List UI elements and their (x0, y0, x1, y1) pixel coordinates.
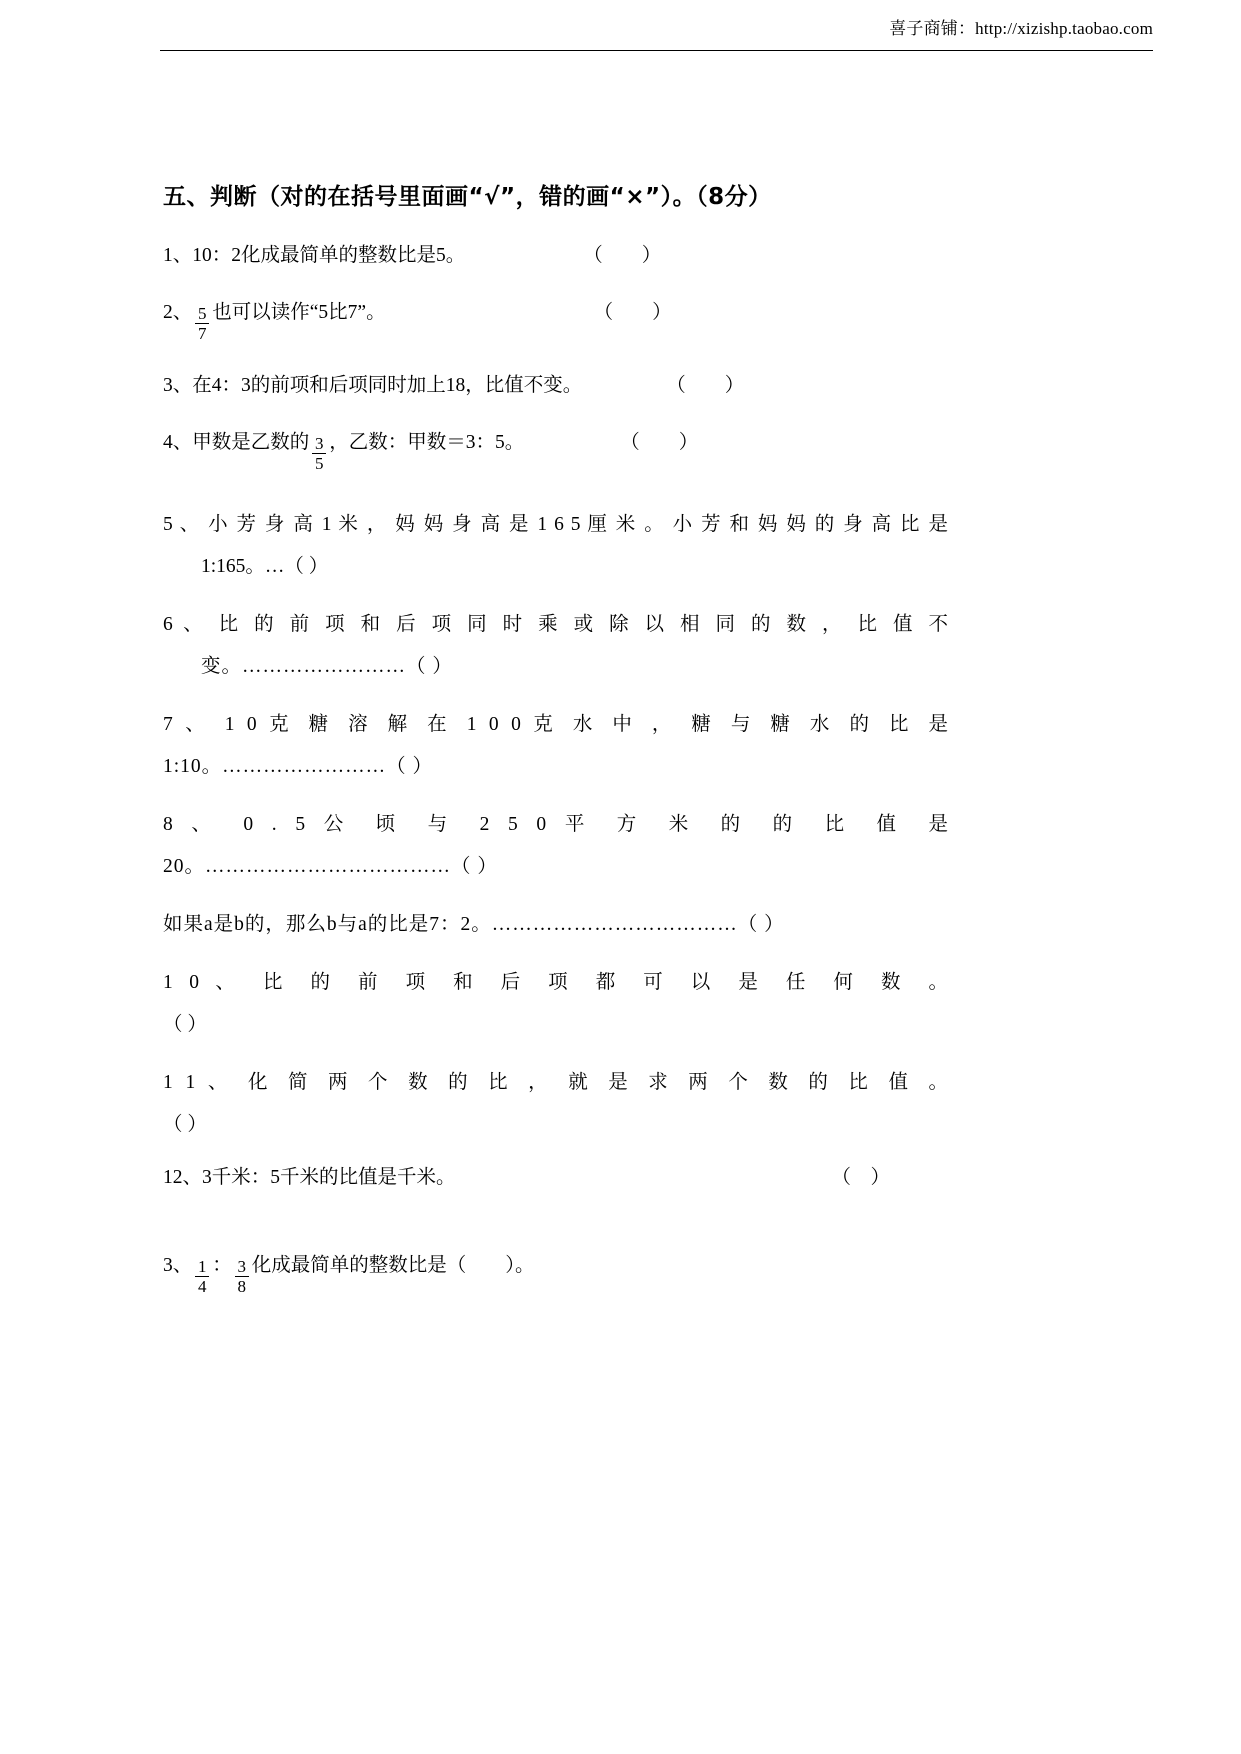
question-item-6 (163, 605, 953, 687)
question-12-answer-box[interactable]: （ ） (831, 1167, 891, 1189)
question-2-fraction (195, 305, 209, 342)
trailing-question-text[interactable]: 化成最简单的整数比是（ ）。 (251, 1255, 535, 1277)
question-item-2 (163, 298, 953, 344)
question-5-line-2[interactable]: 1:165。…（ ） (201, 556, 329, 578)
section-title: 五、判断（对的在括号里面画“√”，错的画“×”）。（8分） (163, 184, 772, 210)
question-6-line-1: 6 、 比 的 前 项 和 后 项 同 时 乘 或 除 以 相 同 的 数 ， 比 值 不 (163, 614, 948, 636)
question-1-answer-box[interactable]: （ ） (583, 245, 662, 266)
trailing-question-fraction-2 (235, 1258, 249, 1295)
question-5-line-1: 5 、 小 芳 身 高 1 米 ， 妈 妈 身 高 是 1 6 5 厘 米 。 小 芳 和 妈 妈 的 身 高 比 是 (163, 514, 948, 536)
question-11-line-1: 1 1 、 化 简 两 个 数 的 比 ， 就 是 求 两 个 数 的 比 值 。 (163, 1072, 948, 1094)
question-4-numerator: 3 (315, 434, 324, 454)
question-2-answer-box[interactable]: （ ） (593, 302, 672, 324)
trailing-question-number: 3、 (163, 1255, 193, 1277)
question-item-11 (163, 1063, 953, 1145)
question-12-number: 12、 (163, 1167, 203, 1189)
question-item-5 (163, 505, 953, 587)
question-item-10 (163, 963, 953, 1045)
question-8-line-1: 8 、 0 . 5 公 顷 与 2 5 0 平 方 米 的 的 比 值 是 (163, 814, 948, 836)
question-item-8 (163, 805, 953, 887)
question-4-denominator: 5 (315, 454, 324, 474)
trailing-fraction-1-denominator: 4 (198, 1277, 207, 1297)
question-3-text: 在4：3的前项和后项同时加上18，比值不变。 (192, 375, 583, 397)
question-4-text-before: 甲数是乙数的 (192, 432, 310, 454)
question-2-numerator: 5 (198, 304, 207, 324)
question-6-line-2[interactable]: 变。……………………（ ） (201, 656, 453, 678)
trailing-fraction-2-numerator: 3 (237, 1257, 247, 1277)
trailing-question-colon: ： (212, 1255, 232, 1277)
question-10-line-2[interactable]: （ ） (163, 1014, 207, 1036)
question-item-4 (163, 428, 953, 474)
shop-watermark-text: 喜子商铺：http://xizishp.taobao.com (889, 19, 1153, 38)
question-item-3 (163, 371, 953, 401)
trailing-fraction-1-numerator: 1 (198, 1257, 207, 1277)
question-2-number: 2、 (163, 302, 193, 324)
question-3-number: 3、 (163, 375, 193, 397)
question-4-fraction (312, 435, 326, 472)
question-3-answer-box[interactable]: （ ） (666, 375, 745, 397)
question-11-line-2[interactable]: （ ） (163, 1114, 207, 1136)
question-item-9[interactable]: 如果a是b的，那么b与a的比是7：2。………………………………（ ） (163, 914, 785, 936)
question-4-text-after: ，乙数：甲数＝3：5。 (329, 432, 525, 454)
question-1-text: 10：2化成最简单的整数比是5。 (192, 245, 466, 266)
page-header (0, 0, 1241, 54)
trailing-question-item-3 (163, 1251, 953, 1297)
question-2-text: 也可以读作“5比7”。 (212, 302, 386, 324)
header-divider (160, 50, 1153, 51)
question-item-12 (163, 1163, 953, 1193)
question-4-number: 4、 (163, 432, 193, 454)
question-12-text: 3千米：5千米的比值是千米。 (202, 1167, 456, 1189)
question-item-7 (163, 705, 953, 787)
question-7-line-2[interactable]: 1:10。……………………（ ） (163, 756, 434, 778)
section-gap (163, 1193, 953, 1251)
question-4-answer-box[interactable]: （ ） (620, 432, 699, 454)
question-item-1 (163, 241, 953, 271)
question-7-line-1: 7 、 1 0 克 糖 溶 解 在 1 0 0 克 水 中 ， 糖 与 糖 水 的 比 是 (163, 714, 948, 736)
question-10-line-1: 1 0 、 比 的 前 项 和 后 项 都 可 以 是 任 何 数 。 (163, 972, 948, 994)
question-8-line-2[interactable]: 20。………………………………（ ） (163, 856, 498, 878)
question-1-number: 1、 (163, 245, 193, 266)
trailing-fraction-2-denominator: 8 (237, 1277, 247, 1297)
question-2-denominator: 7 (198, 324, 207, 344)
trailing-question-fraction-1 (195, 1258, 209, 1295)
worksheet-content (163, 178, 953, 1321)
